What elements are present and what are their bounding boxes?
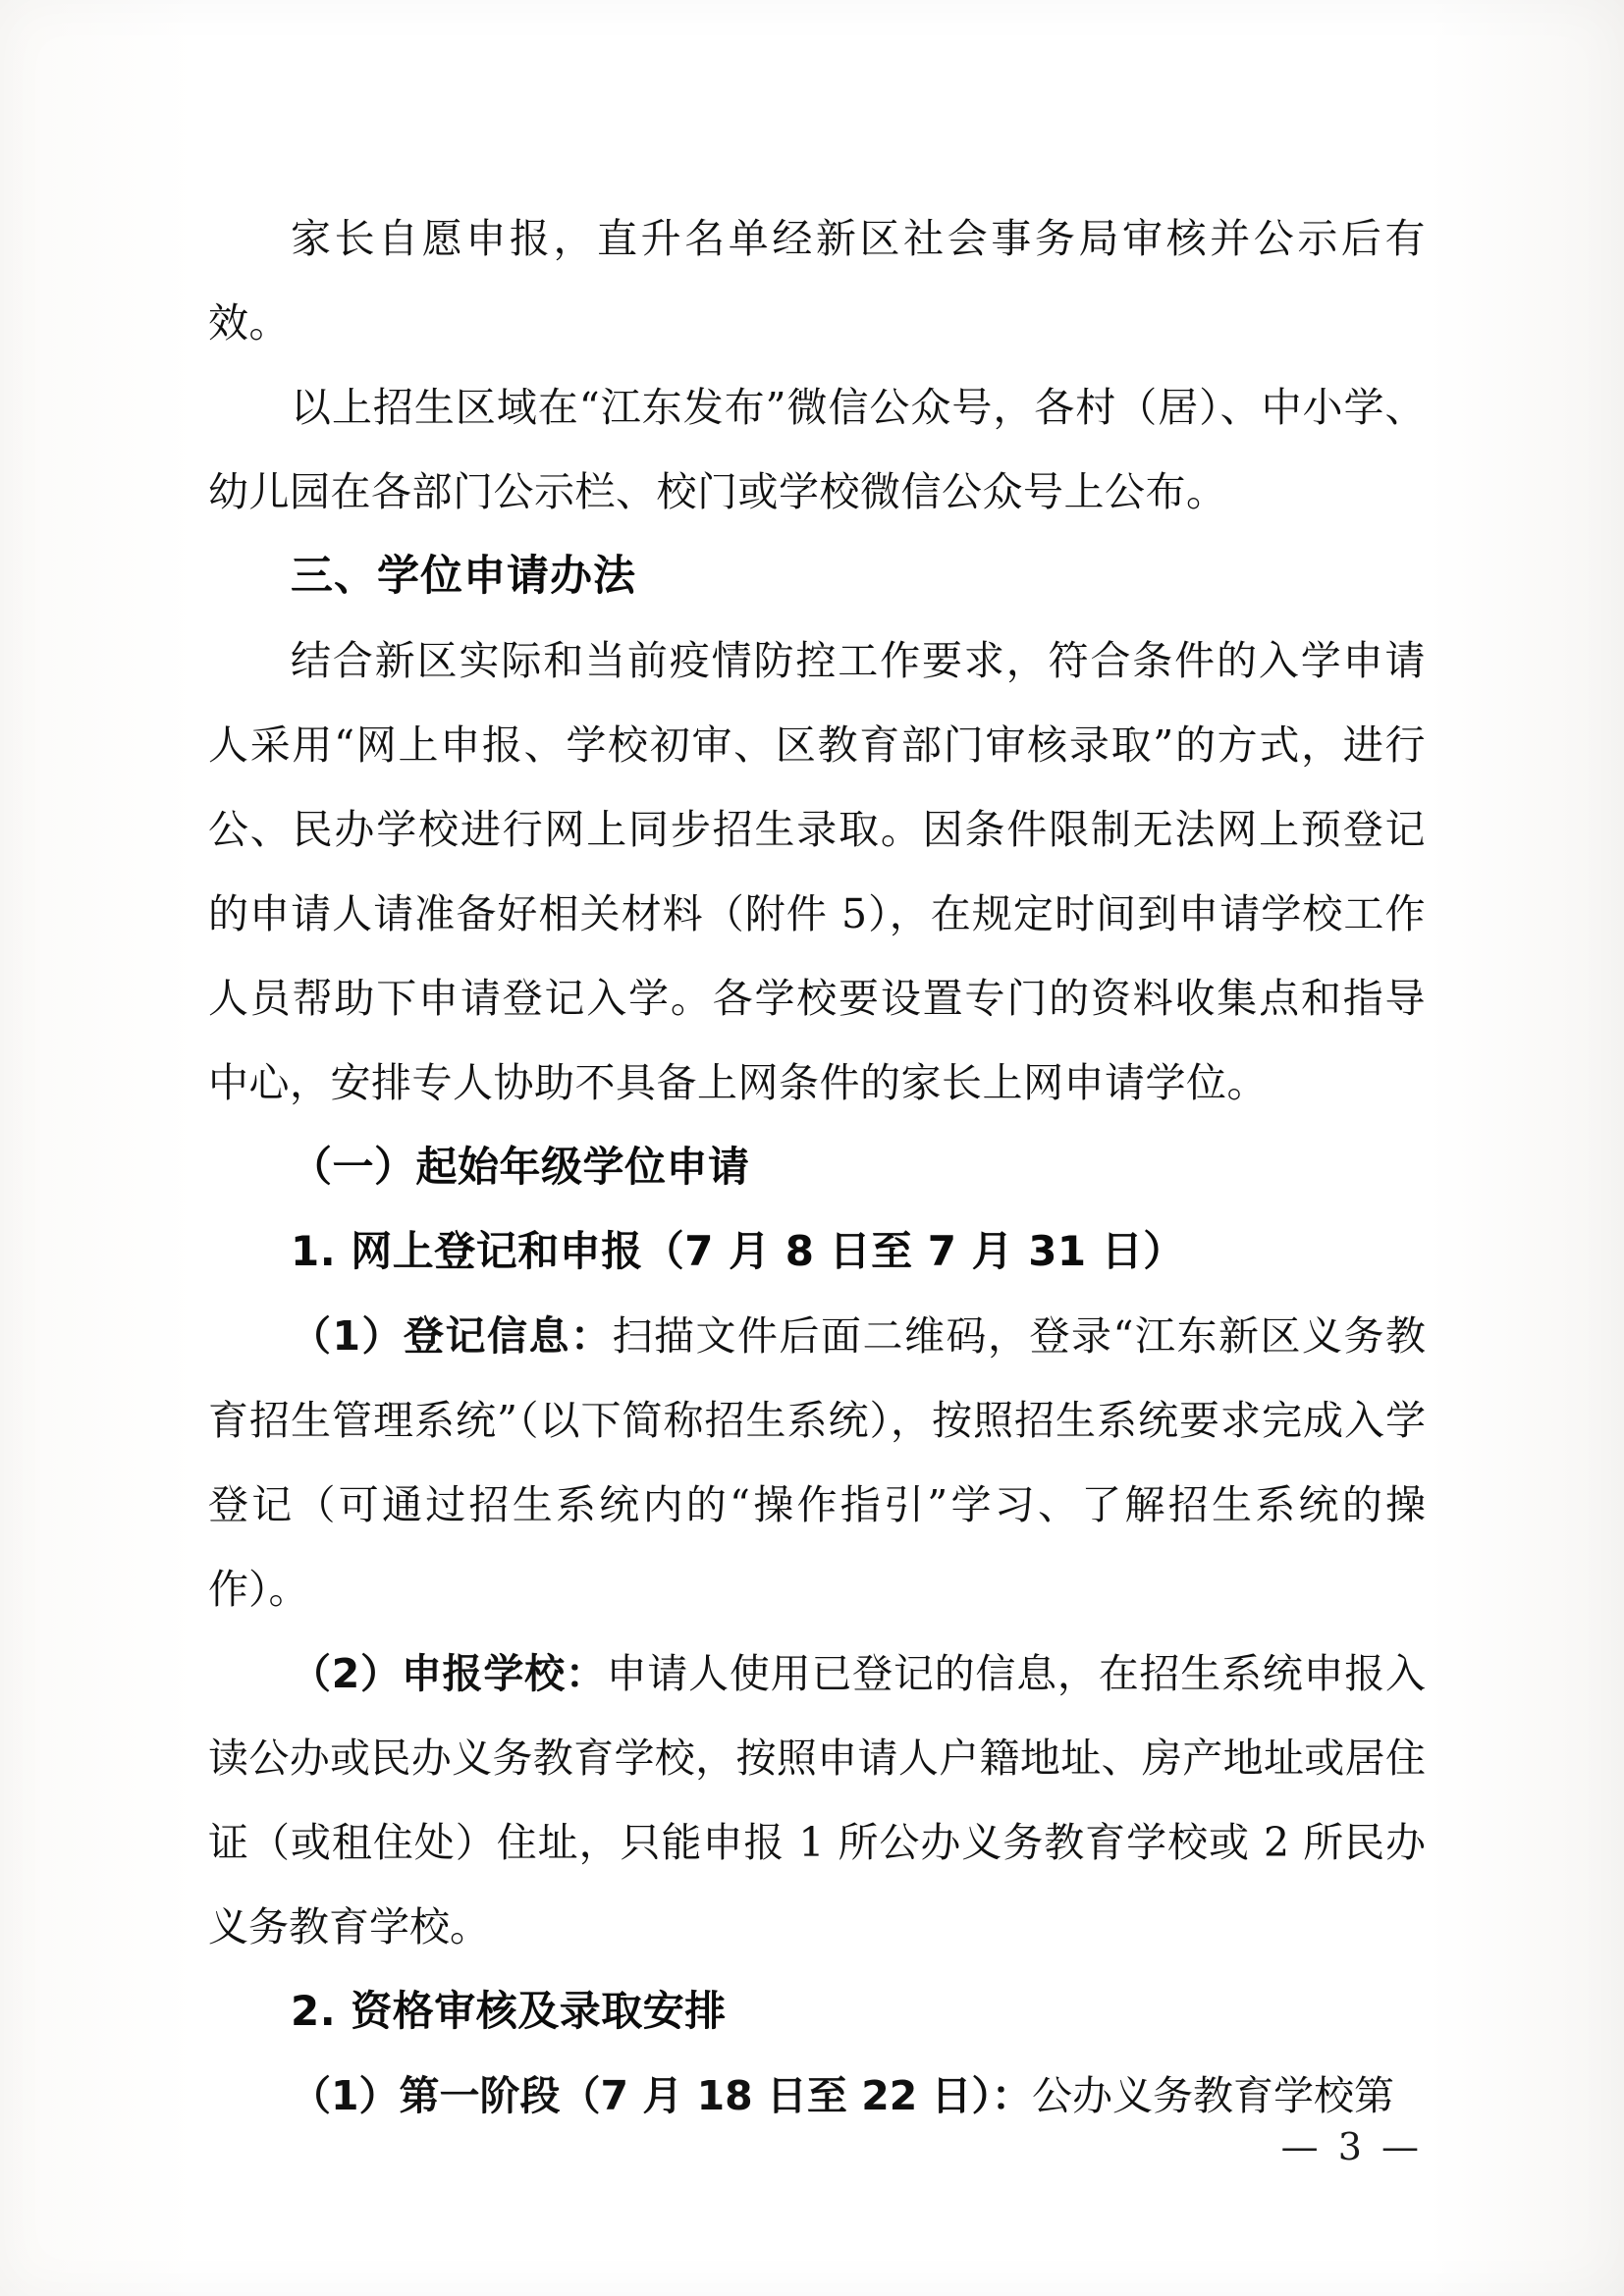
page-number: — 3 — [1280,2125,1423,2168]
paragraph-5-body: 申请人使用已登记的信息，在招生系统申报入读公办或民办义务教育学校，按照申请人户籍地址、房产地址或居住证（或租住处）住址，只能申报 1 所公办义务教育学校或 2 所民办义务教育学校。 [208,1650,1426,1950]
paragraph-4 [208,1294,1426,1631]
paragraph-6-body: 公办义务教育学校第 [1032,2072,1395,2119]
subheading-item-1: 1. 网上登记和申报（7 月 8 日至 7 月 31 日） [291,1227,1185,1275]
paragraph-3: 结合新区实际和当前疫情防控工作要求，符合条件的入学申请人采用“网上申报、学校初审、区教育部门审核录取”的方式，进行公、民办学校进行网上同步招生录取。因条件限制无法网上预登记的申请人请准备好相关材料（附件 5），在规定时间到申请学校工作人员帮助下申请登记入学。各学校要设置专门的资料收集点和指导中心，安排专人协助不具备上网条件的家长上网申请学位。 [208,637,1426,1106]
subheading-one: （一）起始年级学位申请 [291,1143,750,1191]
paragraph-1: 家长自愿申报，直升名单经新区社会事务局审核并公示后有效。 [208,215,1426,347]
paragraph-6-lead: （1）第一阶段（7 月 18 日至 22 日）： [291,2072,1033,2119]
paragraph-5 [208,1631,1426,1969]
page-content [208,196,1426,2138]
paragraph-5-lead: （2）申报学校： [291,1650,607,1697]
paragraph-4-body: 扫描文件后面二维码，登录“江东新区义务教育招生管理系统”（以下简称招生系统），按照招生系统要求完成入学登记（可通过招生系统内的“操作指引”学习、了解招生系统的操作）。 [208,1312,1426,1613]
paragraph-2: 以上招生区域在“江东发布”微信公众号，各村（居）、中小学、幼儿园在各部门公示栏、校门或学校微信公众号上公布。 [208,384,1426,515]
paragraph-6 [208,2054,1426,2138]
subheading-item-2: 2. 资格审核及录取安排 [291,1987,727,2035]
section-heading-three: 三、学位申请办法 [291,552,636,601]
paragraph-4-lead: （1）登记信息： [291,1312,613,1360]
